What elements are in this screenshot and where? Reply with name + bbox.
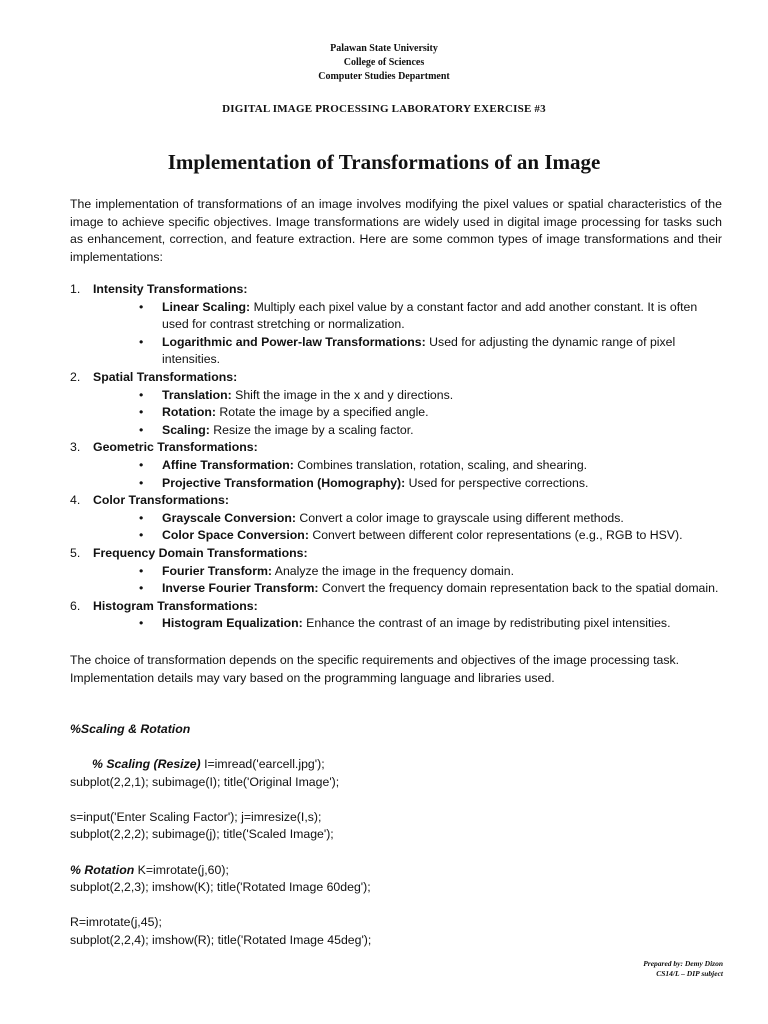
item-term: Inverse Fourier Transform: [162,581,319,596]
sub-list-item [139,510,722,528]
subject-code: CS14/L – DIP subject [656,969,723,978]
item-term: Color Space Conversion: [162,528,309,543]
transformations-list [70,281,722,633]
code-line [70,862,722,880]
list-number: 6. [70,598,81,613]
list-number: 4. [70,493,81,508]
item-description: Used for adjusting the dynamic range of pixel intensities. [162,334,676,367]
item-description: Shift the image in the x and y directions. [231,387,454,402]
code-line [70,756,722,774]
sub-list-item [139,404,722,422]
code-comment: % Scaling (Resize) [92,757,201,771]
bullet-icon: • [139,581,144,596]
exercise-title: DIGITAL IMAGE PROCESSING LABORATORY EXERCISE #3 [222,103,546,115]
section-heading: Color Transformations: [93,493,229,508]
footer [643,959,723,979]
code-line: subplot(2,2,2); subimage(j); title('Scaled Image'); [70,827,334,842]
bullet-icon: • [139,422,144,437]
code-line: subplot(2,2,4); imshow(R); title('Rotated Image 45deg'); [70,932,372,947]
section-heading: Histogram Transformations: [93,598,258,613]
code-spacer [70,844,722,862]
sub-list-item [139,475,722,493]
bullet-icon: • [139,334,144,349]
bullet-icon: • [139,510,144,525]
item-term: Translation: [162,387,232,402]
sub-list-item [139,457,722,475]
code-spacer [70,897,722,915]
item-description: Rotate the image by a specified angle. [215,405,429,420]
sub-list-item [139,299,722,334]
sub-list-item [139,387,722,405]
conclusion-paragraph: The choice of transformation depends on the specific requirements and objectives of the image processing task. Implementation details may vary based on the programming language and libraries used. [70,653,680,685]
list-number: 1. [70,282,81,296]
sub-list-item [139,422,722,440]
list-item [70,492,722,545]
section-heading: Intensity Transformations: [93,282,248,296]
list-number: 3. [70,440,81,455]
item-description: Convert the frequency domain representation back to the spatial domain. [318,581,719,596]
sub-list [93,563,722,598]
list-item [70,598,722,633]
section-heading: Frequency Domain Transformations: [93,545,308,560]
code-text: I=imread('earcell.jpg'); [200,757,325,771]
code-spacer [70,791,722,809]
item-description: Combines translation, rotation, scaling, and shearing. [293,457,588,472]
prepared-by: Prepared by: Demy Dizon [643,959,723,968]
code-line: subplot(2,2,1); subimage(I); title('Original Image'); [70,774,340,789]
section-heading: Geometric Transformations: [93,440,258,455]
university-name: Palawan State University [330,43,438,54]
item-description: Used for perspective corrections. [405,475,589,490]
code-comment: % Rotation [70,862,135,877]
item-description: Analyze the image in the frequency domain. [272,563,515,578]
sub-list [93,299,722,369]
item-term: Projective Transformation (Homography): [162,475,406,490]
sub-list-item [139,527,722,545]
document-title: Implementation of Transformations of an Image [167,150,601,174]
item-description: Enhance the contrast of an image by redistributing pixel intensities. [302,616,671,631]
sub-list-item [139,334,722,369]
sub-list-item [139,580,722,598]
intro-paragraph: The implementation of transformations of an image involves modifying the pixel values or spatial characteristics of the image to achieve specific objectives. Image transformations are widely used in digital image processing for tasks such as enhancement, correction, and feature extraction. Here are some common types of image transformations and their implementations: [70,197,722,264]
code-line: subplot(2,2,3); imshow(K); title('Rotated Image 60deg'); [70,880,371,895]
list-number: 5. [70,545,81,560]
sub-list-item [139,563,722,581]
bullet-icon: • [139,457,144,472]
item-term: Grayscale Conversion: [162,510,296,525]
list-item [70,545,722,598]
document-header [0,42,768,84]
item-term: Linear Scaling: [162,299,251,314]
item-description: Multiply each pixel value by a constant factor and add another constant. It is often used for contrast stretching or normalization. [162,299,698,332]
code-line: s=input('Enter Scaling Factor'); j=imresize(I,s); [70,809,322,824]
code-block [70,756,722,950]
college-name: College of Sciences [343,57,425,68]
bullet-icon: • [139,475,144,490]
code-line: R=imrotate(j,45); [70,915,162,930]
list-number: 2. [70,369,81,384]
section-heading: Spatial Transformations: [93,369,238,384]
sub-list-item [139,615,722,633]
list-item [70,439,722,492]
item-description: Convert between different color representations (e.g., RGB to HSV). [308,528,683,543]
sub-list [93,457,722,492]
item-term: Affine Transformation: [162,457,294,472]
bullet-icon: • [139,405,144,420]
bullet-icon: • [139,387,144,402]
item-term: Logarithmic and Power-law Transformations: [162,334,426,349]
bullet-icon: • [139,563,144,578]
item-term: Fourier Transform: [162,563,273,578]
sub-list [93,387,722,440]
sub-list [93,615,722,633]
department-name: Computer Studies Department [318,71,450,82]
code-text: K=imrotate(j,60); [134,862,229,877]
bullet-icon: • [139,616,144,631]
item-term: Scaling: [162,422,210,437]
list-item [70,369,722,439]
item-term: Rotation: [162,405,216,420]
item-description: Resize the image by a scaling factor. [209,422,414,437]
bullet-icon: • [139,528,144,543]
list-item [70,281,722,369]
code-section-title: %Scaling & Rotation [70,722,191,736]
sub-list [93,510,722,545]
item-term: Histogram Equalization: [162,616,303,631]
item-description: Convert a color image to grayscale using different methods. [295,510,624,525]
bullet-icon: • [139,299,144,314]
